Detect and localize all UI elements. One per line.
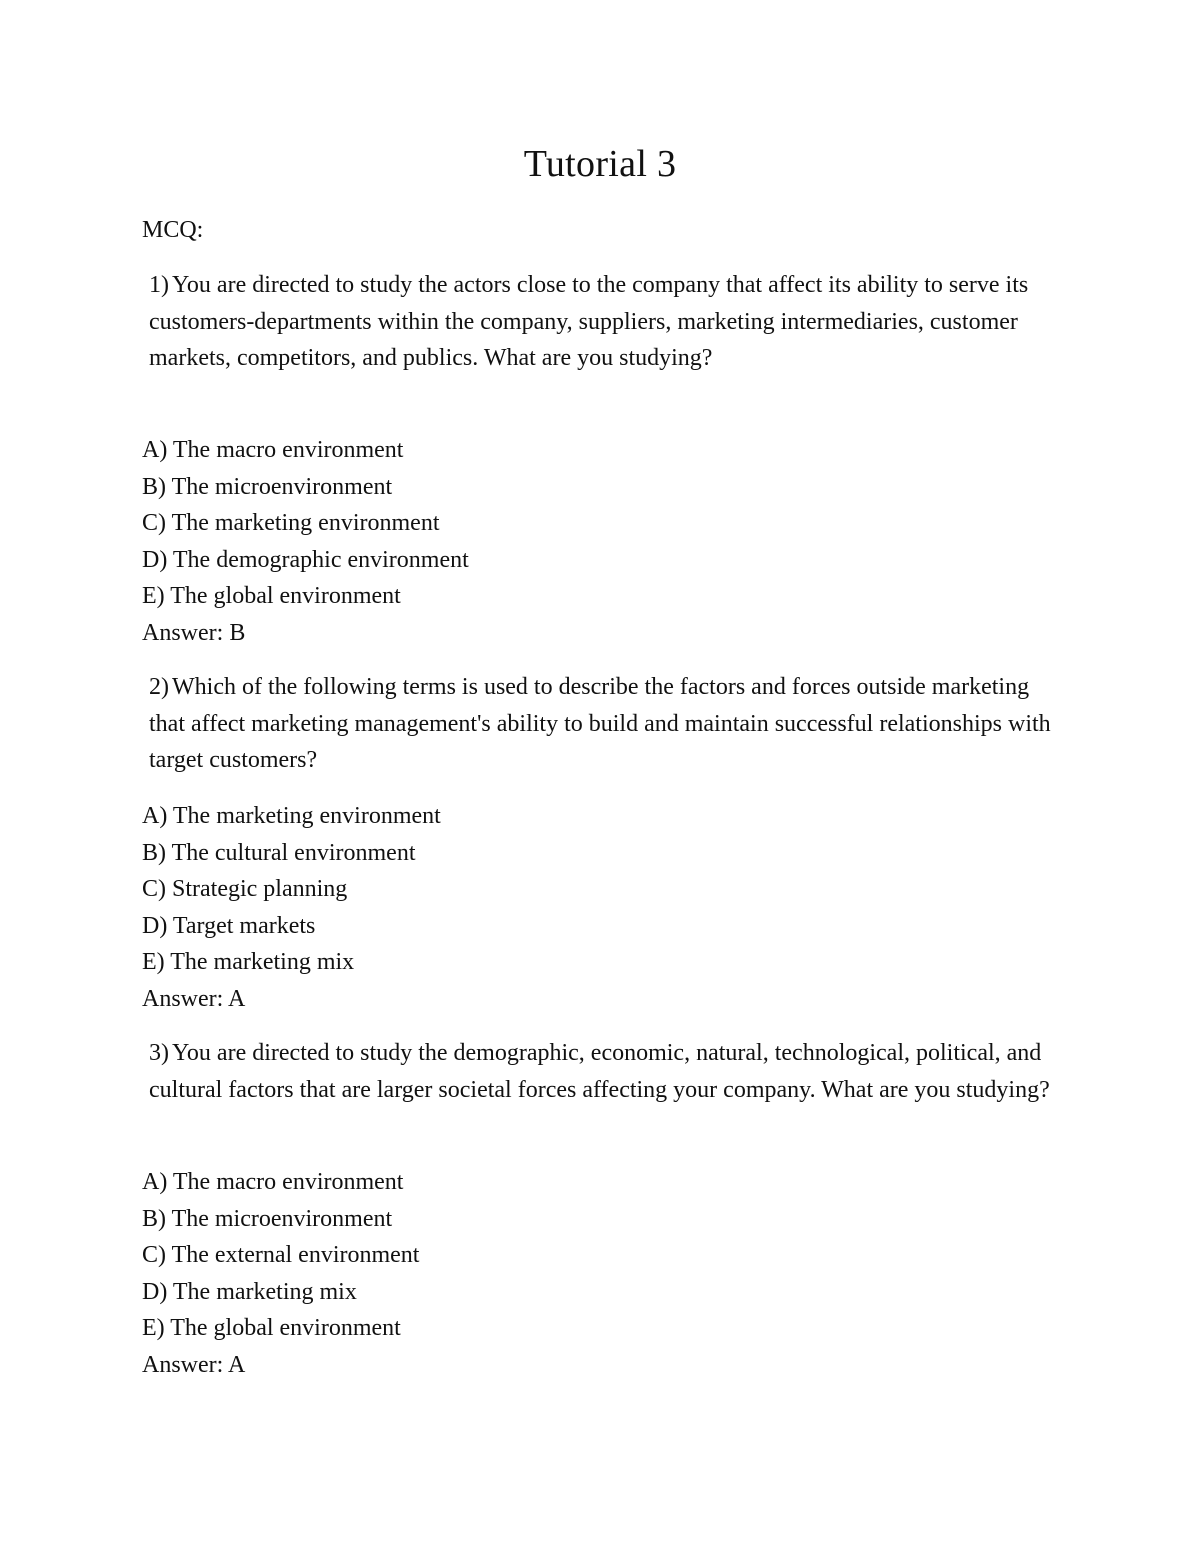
question-2-text (149, 669, 1069, 779)
question-3-number: 3) (149, 1040, 169, 1066)
question-1-text (149, 267, 1069, 377)
question-1-option-a: A) The macro environment (142, 437, 404, 463)
question-2-option-e: E) The marketing mix (142, 949, 355, 976)
question-2-number: 2) (149, 674, 169, 700)
question-1-option-b: B) The microenvironment (142, 473, 393, 500)
question-2-option-a: A) The marketing environment (142, 803, 441, 829)
question-3-option-a: A) The macro environment (142, 1169, 404, 1195)
question-1-answer: Answer: B (142, 619, 246, 646)
question-1-body: You are directed to study the actors close to the company that affect its ability to serve its customers-departments within the company, suppliers, marketing intermediaries, customer markets, competitors, and publics. What are you studying? (149, 272, 1029, 372)
question-1-option-c: C) The marketing environment (142, 510, 440, 537)
question-1-option-d: D) The demographic environment (142, 546, 469, 573)
question-2-option-d: D) Target markets (142, 912, 316, 939)
question-2-option-b: B) The cultural environment (142, 839, 416, 866)
question-3-answer: Answer: A (142, 1351, 246, 1378)
question-1-option-e: E) The global environment (142, 583, 401, 610)
question-3-text (149, 1035, 1069, 1108)
question-3-body: You are directed to study the demographic, economic, natural, technological, political, and cultural factors that are larger societal forces affecting your company. What are you studying? (149, 1040, 1050, 1103)
section-label: MCQ: (142, 217, 204, 243)
question-3-option-c: C) The external environment (142, 1242, 420, 1269)
question-1-options (142, 432, 469, 652)
question-2-answer: Answer: A (142, 985, 246, 1012)
question-2-body: Which of the following terms is used to describe the factors and forces outside marketing that affect marketing management's ability to build and maintain successful relationships with target customers? (149, 674, 1051, 774)
question-1-number: 1) (149, 272, 169, 298)
question-3-option-b: B) The microenvironment (142, 1205, 393, 1232)
question-3-option-e: E) The global environment (142, 1315, 401, 1342)
question-3-options (142, 1164, 419, 1384)
question-3-option-d: D) The marketing mix (142, 1278, 357, 1305)
question-2-option-c: C) Strategic planning (142, 876, 348, 903)
question-2-options (142, 798, 441, 1018)
page-title: Tutorial 3 (523, 143, 677, 185)
